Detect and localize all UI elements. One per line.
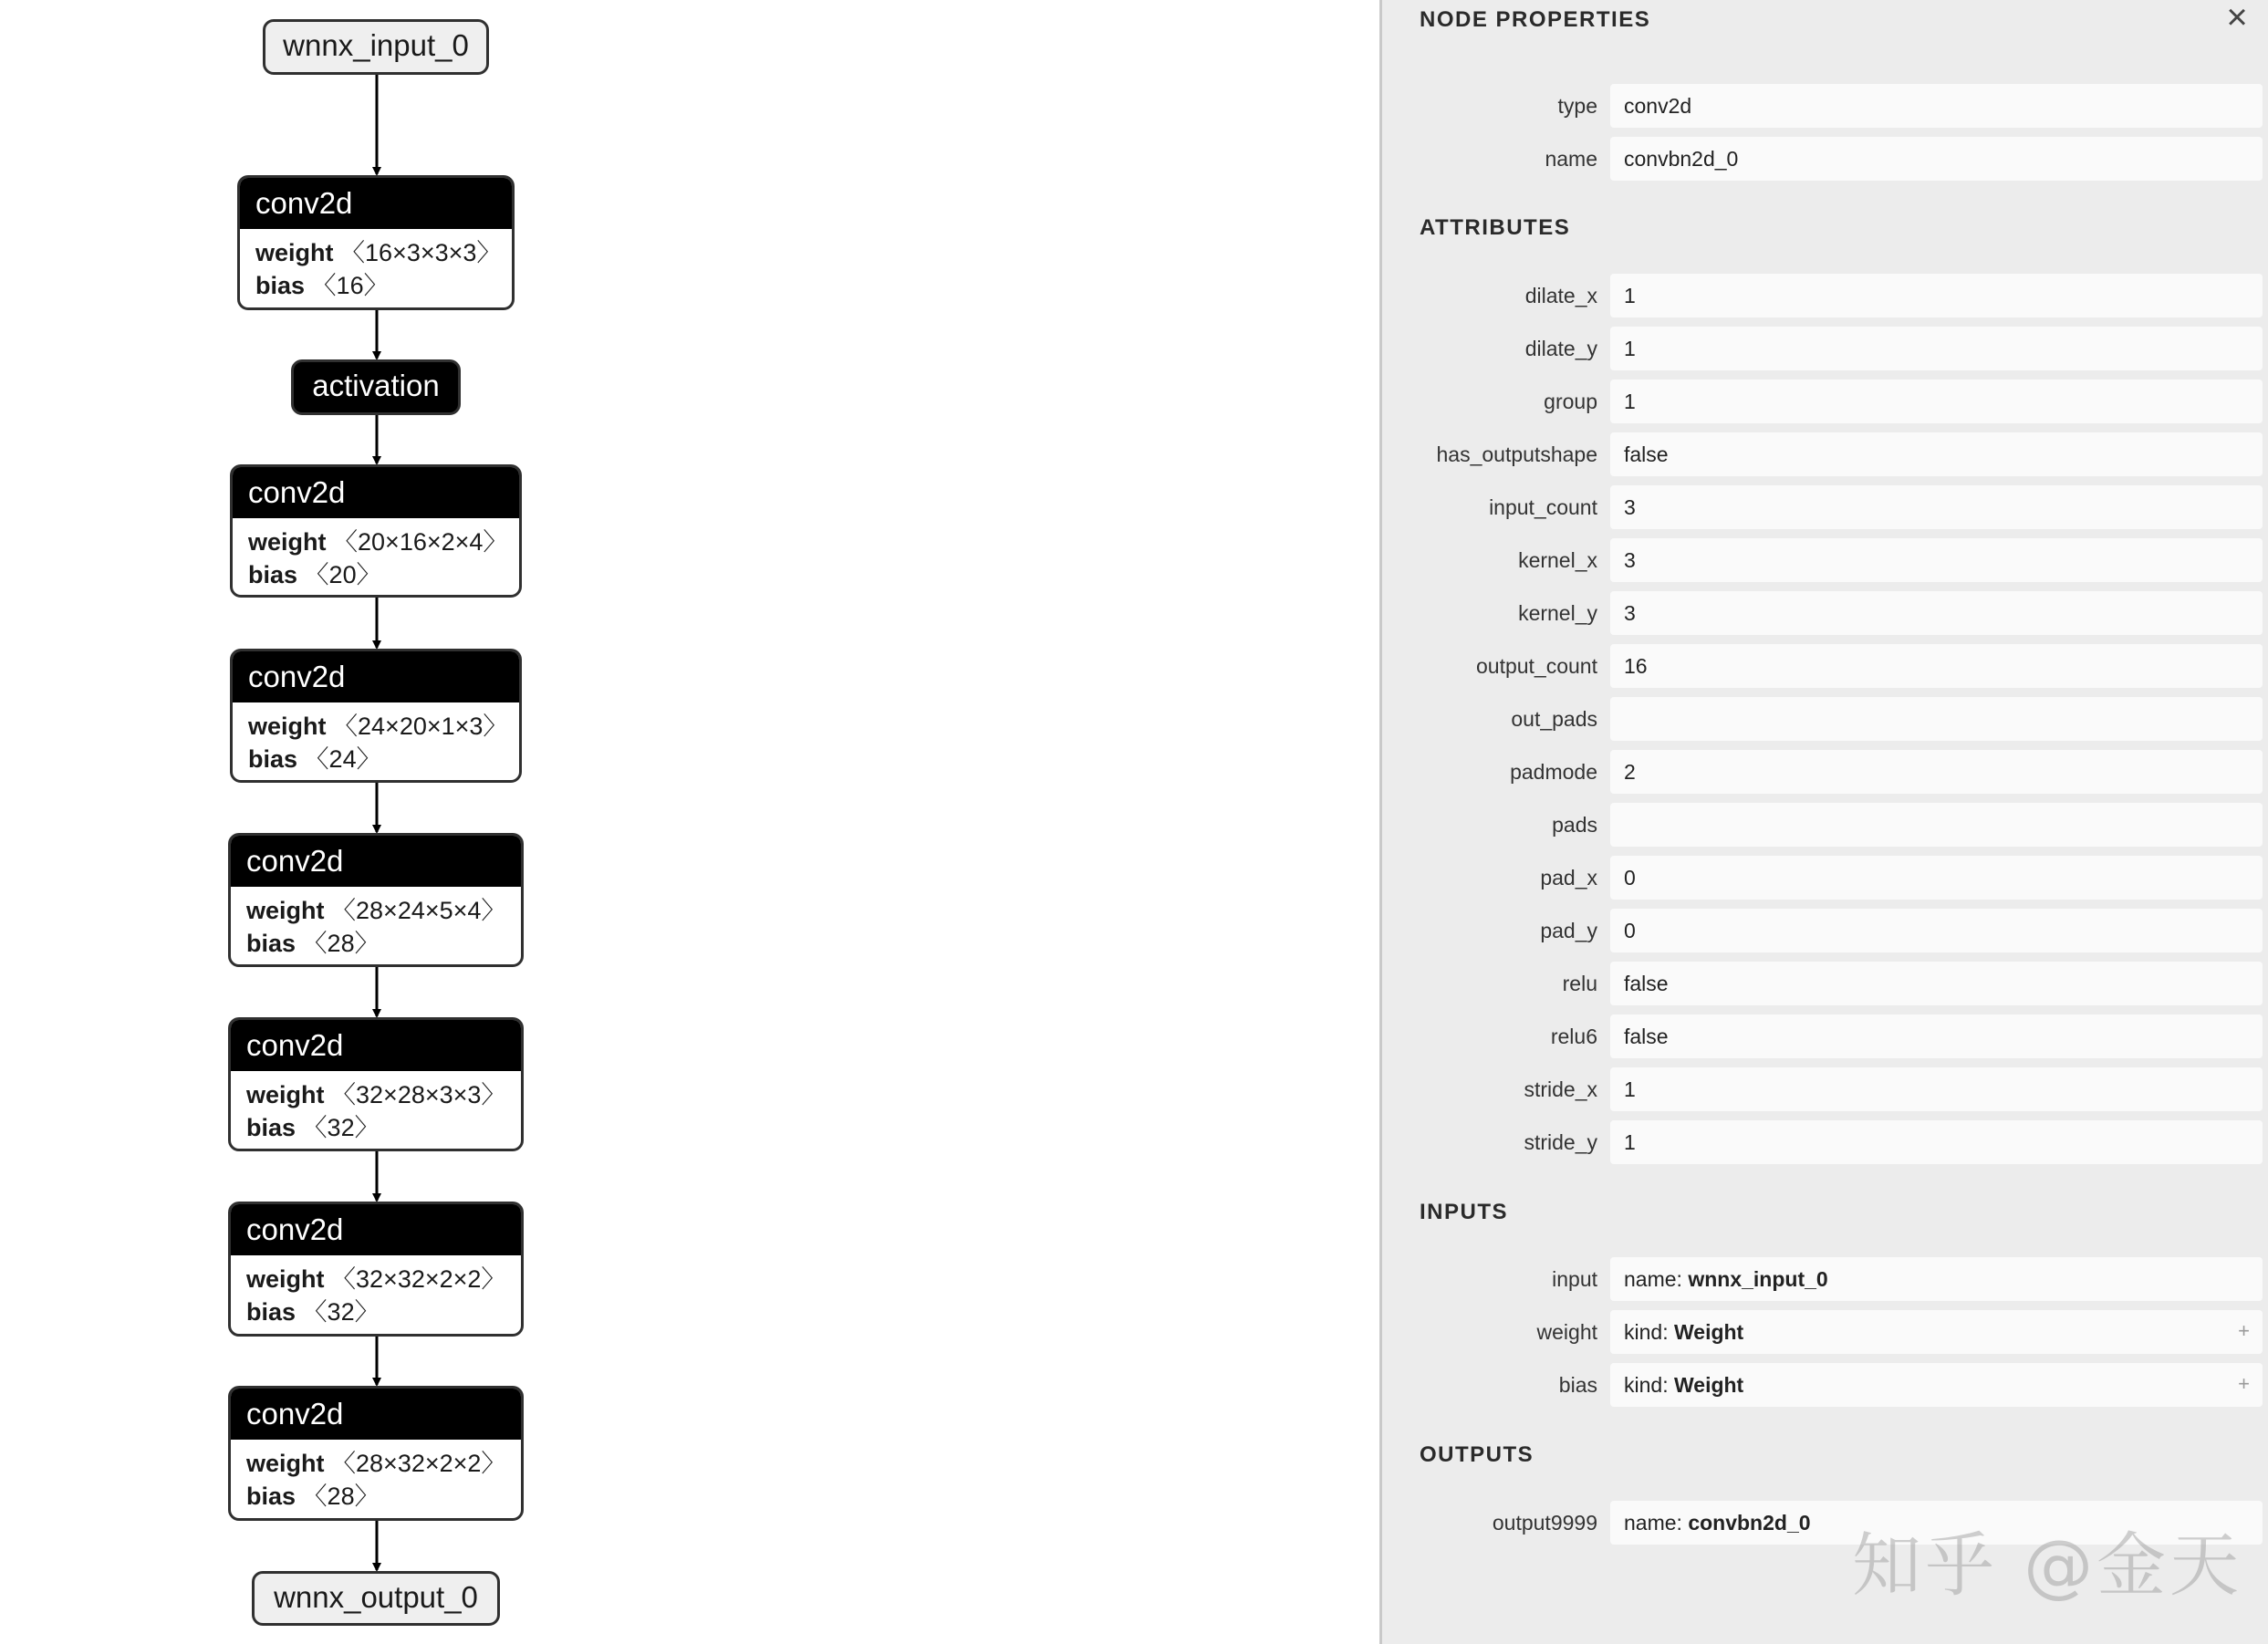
conv2d-node[interactable]	[230, 464, 522, 598]
bias-shape: 〈28〉	[302, 1483, 380, 1510]
inputs-title: INPUTS	[1420, 1200, 1509, 1224]
attribute-label: input_count	[1489, 495, 1597, 519]
attribute-row	[1382, 274, 2268, 317]
bias-label: bias	[248, 745, 298, 773]
attribute-value[interactable]	[1610, 697, 2263, 741]
bias-label: bias	[255, 272, 306, 299]
node-header: conv2d	[240, 178, 512, 229]
node-header: conv2d	[231, 1389, 521, 1440]
bias-label: bias	[246, 930, 297, 957]
attribute-value[interactable]: 16	[1610, 644, 2263, 688]
attribute-label: relu	[1562, 972, 1597, 995]
attribute-label: stride_x	[1524, 1077, 1597, 1101]
input-value[interactable]	[1610, 1363, 2263, 1407]
attribute-value[interactable]: 0	[1610, 909, 2263, 952]
output-node[interactable]: wnnx_output_0	[252, 1571, 500, 1626]
node-attributes	[233, 518, 519, 591]
attribute-label: pad_y	[1540, 919, 1597, 942]
attribute-row	[1382, 856, 2268, 900]
input-label: bias	[1558, 1373, 1597, 1397]
weight-shape: 〈20×16×2×4〉	[333, 528, 508, 556]
value-prefix: kind:	[1624, 1373, 1674, 1397]
property-value[interactable]: conv2d	[1610, 84, 2263, 128]
weight-label: weight	[248, 528, 327, 556]
attribute-row	[1382, 1067, 2268, 1111]
attribute-row	[1382, 380, 2268, 423]
attribute-row	[1382, 485, 2268, 529]
attribute-row	[1382, 1014, 2268, 1058]
weight-label: weight	[248, 713, 327, 740]
attribute-label: pad_x	[1540, 866, 1597, 890]
node-attributes	[233, 702, 519, 775]
bias-shape: 〈32〉	[302, 1114, 380, 1141]
node-attributes	[231, 1071, 521, 1144]
value-text: wnnx_input_0	[1688, 1267, 1828, 1291]
conv2d-node[interactable]	[237, 175, 515, 310]
attribute-row	[1382, 909, 2268, 952]
attribute-value[interactable]: 1	[1610, 380, 2263, 423]
value-prefix: kind:	[1624, 1320, 1674, 1344]
input-row	[1382, 1257, 2268, 1301]
attribute-label: dilate_y	[1524, 337, 1597, 360]
property-row-type	[1382, 84, 2268, 128]
attribute-value[interactable]: 1	[1610, 327, 2263, 370]
value-text: convbn2d_0	[1688, 1511, 1811, 1535]
attribute-row	[1382, 591, 2268, 635]
attribute-row	[1382, 962, 2268, 1005]
attribute-row	[1382, 327, 2268, 370]
attribute-row	[1382, 1120, 2268, 1164]
conv2d-node[interactable]	[230, 649, 522, 783]
node-attributes	[240, 229, 512, 302]
input-value[interactable]	[1610, 1310, 2263, 1354]
attributes-title: ATTRIBUTES	[1420, 215, 1571, 240]
attribute-value[interactable]: false	[1610, 1014, 2263, 1058]
attribute-value[interactable]: 2	[1610, 750, 2263, 794]
attribute-value[interactable]: 3	[1610, 591, 2263, 635]
output-label: output9999	[1492, 1511, 1597, 1535]
weight-shape: 〈32×28×3×3〉	[331, 1081, 506, 1108]
value-text: Weight	[1673, 1320, 1744, 1344]
attribute-label: padmode	[1510, 760, 1597, 784]
node-header: conv2d	[233, 651, 519, 702]
bias-label: bias	[246, 1114, 297, 1141]
input-value[interactable]	[1610, 1257, 2263, 1301]
attribute-value[interactable]	[1610, 803, 2263, 847]
attribute-value[interactable]: false	[1610, 432, 2263, 476]
node-attributes	[231, 887, 521, 960]
input-row	[1382, 1310, 2268, 1354]
node-properties-panel	[1379, 0, 2268, 1644]
weight-label: weight	[246, 897, 325, 924]
weight-shape: 〈28×24×5×4〉	[331, 897, 506, 924]
value-prefix: name:	[1624, 1267, 1689, 1291]
input-node[interactable]: wnnx_input_0	[263, 19, 489, 75]
property-row-name	[1382, 137, 2268, 181]
value-text: Weight	[1673, 1373, 1744, 1397]
close-icon[interactable]: ×	[2226, 0, 2248, 37]
conv2d-node[interactable]	[228, 833, 524, 967]
attribute-label: kernel_y	[1518, 601, 1597, 625]
bias-label: bias	[246, 1298, 297, 1326]
attribute-row	[1382, 803, 2268, 847]
attribute-row	[1382, 750, 2268, 794]
attribute-row	[1382, 538, 2268, 582]
conv2d-node[interactable]	[228, 1386, 524, 1521]
property-value[interactable]: convbn2d_0	[1610, 137, 2263, 181]
bias-shape: 〈20〉	[304, 561, 381, 588]
bias-shape: 〈16〉	[311, 272, 389, 299]
attribute-label: stride_y	[1524, 1130, 1597, 1154]
output-value[interactable]	[1610, 1501, 2263, 1545]
output-row	[1382, 1501, 2268, 1545]
property-label: name	[1545, 147, 1597, 171]
weight-label: weight	[246, 1450, 325, 1477]
node-header: conv2d	[231, 836, 521, 887]
weight-shape: 〈16×3×3×3〉	[340, 239, 502, 266]
node-header: conv2d	[231, 1020, 521, 1071]
attribute-label: output_count	[1475, 654, 1597, 678]
bias-shape: 〈24〉	[304, 745, 381, 773]
attribute-row	[1382, 432, 2268, 476]
panel-title: NODE PROPERTIES	[1420, 7, 1651, 32]
attribute-value[interactable]: 1	[1610, 1067, 2263, 1111]
property-label: type	[1557, 94, 1597, 118]
expand-icon[interactable]: +	[2238, 1319, 2250, 1342]
attribute-value[interactable]: 0	[1610, 856, 2263, 900]
outputs-title: OUTPUTS	[1420, 1442, 1535, 1467]
input-label: weight	[1536, 1320, 1597, 1344]
bias-shape: 〈32〉	[302, 1298, 380, 1326]
input-label: input	[1552, 1267, 1597, 1291]
weight-label: weight	[246, 1081, 325, 1108]
attribute-value[interactable]: 3	[1610, 485, 2263, 529]
attribute-value[interactable]: 1	[1610, 1120, 2263, 1164]
attribute-label: relu6	[1550, 1025, 1597, 1048]
attribute-value[interactable]: 3	[1610, 538, 2263, 582]
bias-label: bias	[246, 1483, 297, 1510]
value-prefix: name:	[1624, 1511, 1689, 1535]
attribute-value[interactable]: false	[1610, 962, 2263, 1005]
attribute-row	[1382, 697, 2268, 741]
watermark: 知乎 @金天	[1852, 1524, 2243, 1606]
attribute-label: out_pads	[1511, 707, 1597, 731]
weight-label: weight	[255, 239, 334, 266]
weight-label: weight	[246, 1265, 325, 1293]
node-attributes	[231, 1255, 521, 1328]
bias-shape: 〈28〉	[302, 930, 380, 957]
weight-shape: 〈24×20×1×3〉	[333, 713, 508, 740]
node-header: conv2d	[231, 1204, 521, 1255]
input-row	[1382, 1363, 2268, 1407]
attribute-row	[1382, 644, 2268, 688]
attribute-label: kernel_x	[1518, 548, 1597, 572]
weight-shape: 〈32×32×2×2〉	[331, 1265, 506, 1293]
node-header: conv2d	[233, 467, 519, 518]
weight-shape: 〈28×32×2×2〉	[331, 1450, 506, 1477]
attribute-label: dilate_x	[1524, 284, 1597, 307]
node-attributes	[231, 1440, 521, 1513]
attribute-label: pads	[1552, 813, 1597, 837]
conv2d-node[interactable]	[228, 1017, 524, 1151]
activation-node[interactable]: activation	[291, 359, 461, 415]
attribute-label: has_outputshape	[1436, 442, 1597, 466]
conv2d-node[interactable]	[228, 1202, 524, 1337]
bias-label: bias	[248, 561, 298, 588]
attribute-label: group	[1544, 390, 1597, 413]
expand-icon[interactable]: +	[2238, 1372, 2250, 1395]
attribute-value[interactable]: 1	[1610, 274, 2263, 317]
